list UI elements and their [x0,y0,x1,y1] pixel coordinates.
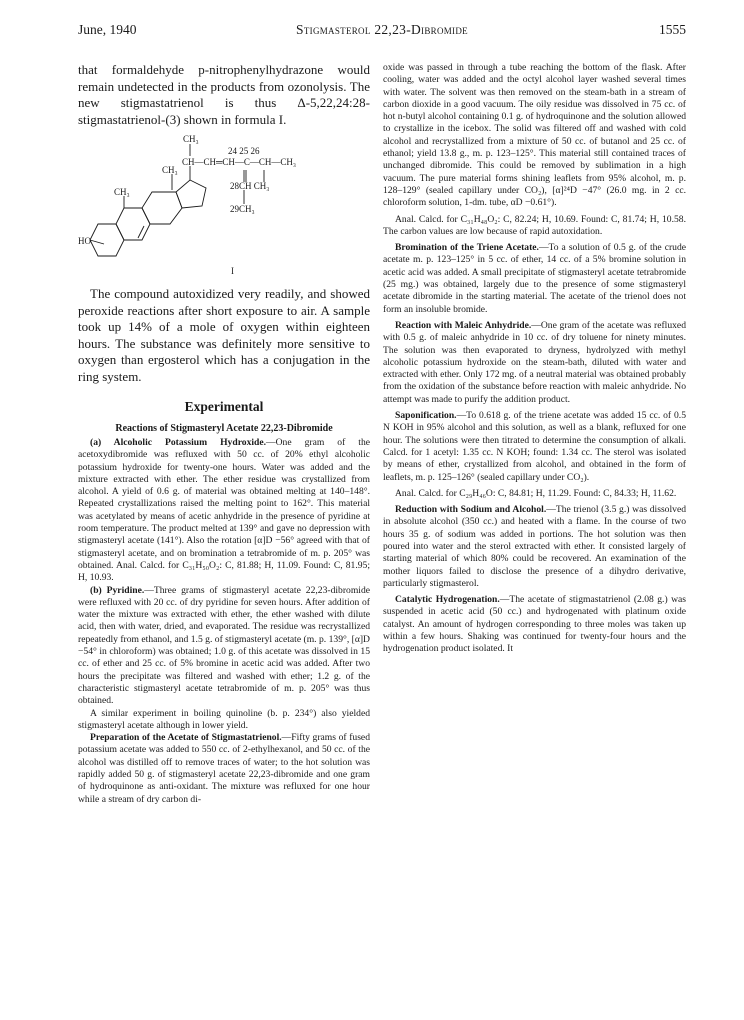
left-column [78,62,370,806]
autoxidation-paragraph: The compound autoxidized very readily, and showed peroxide reactions after short exposure to air. A sample took up 14% of a mole of oxygen within eighteen hours. The substance was definitely more sensitive to oxygen than ergosterol which has a conjugation in the ring system. [78,286,370,384]
page-number: 1555 [659,22,686,37]
header-date: June, 1940 [78,22,137,37]
structural-formula [78,128,370,278]
paragraph-preparation [78,732,370,806]
formula-c28: 28CH CH₃ [230,181,270,191]
running-header [78,22,686,42]
paragraph-saponification [383,410,686,484]
formula-ch3-top: CH₃ [183,134,199,144]
run-in-heading: Saponification. [395,410,457,422]
paragraph-sodium [383,504,686,590]
run-in-heading: (b) Pyridine. [90,584,145,596]
paragraph-text: —Fifty grams of fused potassium acetate was added to 550 cc. of 2-ethylhexanol, and 50 cc. of the alcohol was distilled off to remove traces of water; to the hot solution was rapidly added 50 g. of stigmasteryl acetate 22,23-dibromide and one gram of hydroquinone as anti-oxidant. The mixture was refluxed for one hour while a stream of dry carbon di- [78,732,370,805]
paragraph-bromination [383,242,686,316]
paragraph-hydrogenation [383,594,686,655]
formula-ho: HO [78,236,91,246]
header-title: Stigmasterol 22,23-Dibromide [296,22,468,37]
intro-paragraph: that formaldehyde p-nitrophenylhydrazone would remain undetected in the products from ozonolysis. The new stigmastatrienol is thus Δ-5,22,24:28-stigmastatrienol-(3) shown in formula I. [78,62,370,127]
paragraph-text: —The acetate of stigmastatrienol (2.08 g.) was suspended in acetic acid (50 cc.) and hydrogenated with platinum oxide catalyst. An amount of hydrogen corresponding to three moles was taken up within a few hours. Shaking was continued for twenty-four hours and the hydrogenation product isolated. It [383,594,686,655]
formula-c29: 29CH₃ [230,204,255,214]
paragraph-analysis-1: Anal. Calcd. for C₃₁H₄₈O₂: C, 82.24; H, 10.69. Found: C, 81.74; H, 10.58. The carbon values are low because of rapid autoxidation. [383,213,686,237]
right-column [383,62,686,656]
formula-carbon-numbers: 24 25 26 [228,146,260,156]
paragraph-maleic [383,320,686,406]
paragraph-text: —One gram of the acetate was refluxed with 0.5 g. of maleic anhydride in 10 cc. of dry toluene for ninety minutes. The solution was then evaporated to dryness, hydrolyzed with methyl alcoholic potassium hydroxide on the steam-bath, diluted with water and extracted with ether. Only 172 mg. of a neutral material was obtained probably from the oxidation of the substance before reaction with maleic anhydride. No attempt was made to purify the addition product. [383,319,686,405]
run-in-heading: Reaction with Maleic Anhydride. [395,319,532,331]
run-in-heading: (a) Alcoholic Potassium Hydroxide. [90,437,267,448]
reactions-heading: Reactions of Stigmasteryl Acetate 22,23-Dibromide [115,423,333,434]
paragraph-text: —To 0.618 g. of the triene acetate was added 15 cc. of 0.5 N KOH in 95% alcohol and this solution, as well as a blank, refluxed for one hour. The solutions were then titrated to determine the consumption of alkali. Calcd. for 1 acetyl: 1.35 cc. N KOH; found: 1.34 cc. The sterol was isolated by means of ether, crystallized from alcohol, and obtained in the form of leaflets, m. p. 125–126° (sealed capillary under CO₂). [383,410,686,483]
formula-side-chain: CH—CH═CH—C—CH—CH₃ [182,157,297,167]
paragraph-text: —One gram of the acetoxydibromide was refluxed with 50 cc. of 20% ethyl alcoholic potassium hydroxide for twenty-one hours. Water was added and the mixture extracted with ether. The ether residue was crystallized from alcohol. A yield of 0.6 g. of material was obtained melting at 140–148°. Repeated crystallizations raised the melting point to 162°. This material was acetylated by means of acetic anhydride in the presence of pyridine at room temperature. The product melted at 139° and gave no depression with stigmasteryl acetate (141°). Also the rotation [α]D −56° agreed with that of stigmasteryl acetate, and on bromination a tetrabromide of m. p. 205° was obtained. Anal. Calcd. for C₃₁H₅₀O₂: C, 81.88; H, 11.09. Found: C, 81.95; H, 10.93. [78,437,370,584]
paragraph-pyridine [78,585,370,708]
run-in-heading: Preparation of the Acetate of Stigmastatrienol. [90,732,282,744]
formula-label: I [231,266,234,276]
paragraph-text: —To a solution of 0.5 g. of the crude acetate m. p. 123–125° in 5 cc. of ether, 14 cc. of a 5% bromine solution in acetic acid was added. A small precipitate of stigmasteryl acetate tetrabromide (25 mg.) was obtained, largely due to the presence of some stigmasteryl acetate dibromide in the starting material. The acetate of the trienol does not form an insoluble bromide. [383,242,687,315]
paragraph-alcoholic-koh [78,437,370,585]
experimental-heading: Experimental [184,399,264,414]
paragraph-quinoline: A similar experiment in boiling quinoline (b. p. 234°) also yielded stigmasteryl acetate although in lower yield. [78,707,370,731]
formula-ch3-ring-c: CH₃ [162,165,178,175]
paragraph-text: —The trienol (3.5 g.) was dissolved in absolute alcohol (350 cc.) and heated with a flame. In the course of two hours 35 g. of sodium was added in portions. The hot solution was then poured into water and the sterol extracted with ether. It consisted largely of starting material of which 80% could be recovered. An examination of the mother liquors failed to disclose the presence of a dihydro derivative, particularly stigmasterol. [383,504,686,589]
paragraph-text: —Three grams of stigmasteryl acetate 22,23-dibromide were refluxed with 20 cc. of dry pyridine for seven hours. After addition of water the mixture was extracted with ether, the ether washed with dilute acid, then with water, dried, and evaporated. The residue was recrystallized repeatedly from ethanol, and 1.5 g. of stigmasteryl acetate (m. p. 139°, [α]D −54° in chloroform) was obtained; 1.0 g. of this acetate was dissolved in 15 cc. of ether and 25 cc. of 5% bromine in acetic acid was added. After two hours the precipitate was filtered and washed with ether; 1.2 g. of the characteristic stigmasteryl acetate tetrabromide of m. p. 205° was thus obtained. [78,584,371,707]
steroid-structure-diagram [78,128,370,278]
paragraph-analysis-2: Anal. Calcd. for C₂₉H₄₆O: C, 84.81; H, 11.29. Found: C, 84.33; H, 11.62. [395,487,677,499]
paragraph-continuation: oxide was passed in through a tube reaching the bottom of the flask. After cooling, water was added and the octyl alcohol layer washed several times with water. The solvent was then removed on the steam-bath in a stream of carbon dioxide in a good vacuum. The oily residue was dissolved in 75 cc. of hot n-butyl alcohol containing 0.1 g. of hydroquinone and the solution allowed to crystallize in the icebox. The solid was filtered off and washed with cold alcohol and recrystallized from a mixture of 50 cc. of butanol and 25 cc. of ethanol; yield 13.8 g., m. p. 123–125°. This material still contained traces of unchanged dibromide. This could be removed by sublimation in a high vacuum. The pure material forms shining leaflets from 95% alcohol, m. p. 128–129° (sealed capillary under CO₂), [α]²⁴D −47° (26.0 mg. in 2 cc. chloroform solution, 1-dm. tube, αD −0.61°). [383,62,686,209]
run-in-heading: Bromination of the Triene Acetate. [395,242,539,254]
formula-ch3-ring-b: CH₃ [114,187,130,197]
run-in-heading: Catalytic Hydrogenation. [395,594,500,606]
run-in-heading: Reduction with Sodium and Alcohol. [395,504,547,516]
